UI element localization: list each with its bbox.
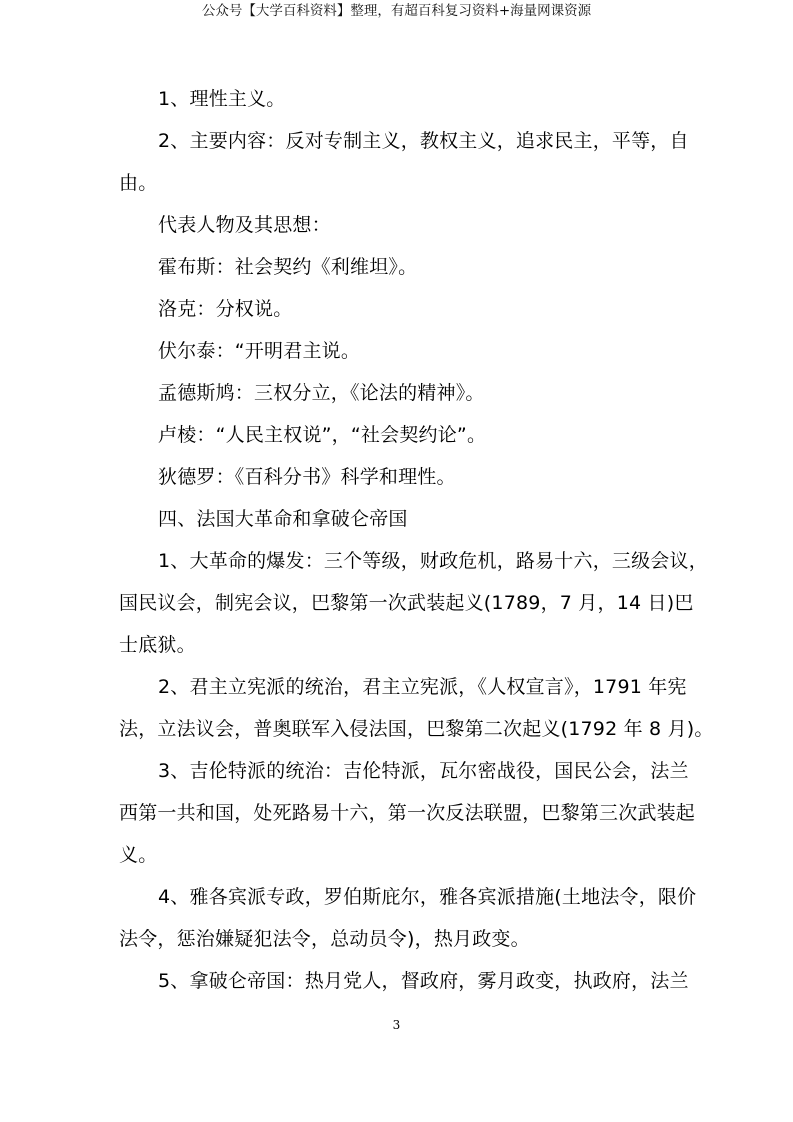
text-line: 4、雅各宾派专政，罗伯斯庇尔，雅各宾派措施(土地法令，限价 <box>158 886 697 908</box>
text-line: 代表人物及其思想： <box>158 214 331 236</box>
text-line: 卢棱：“人民主权说”，“社会契约论”。 <box>158 424 487 446</box>
text-line: 义。 <box>119 844 158 866</box>
text-line: 5、拿破仑帝国：热月党人，督政府，雾月政变，执政府，法兰 <box>158 970 689 992</box>
text-line: 由。 <box>119 172 158 194</box>
text-line: 狄德罗：《百科分书》科学和理性。 <box>158 466 456 488</box>
text-line: 3、吉伦特派的统治：吉伦特派，瓦尔密战役，国民公会，法兰 <box>158 760 689 782</box>
page-header: 公众号【大学百科资料】整理，有超百科复习资料+海量网课资源 <box>201 3 592 19</box>
text-line: 霍布斯：社会契约《利维坦》。 <box>158 256 418 278</box>
text-line: 法，立法议会，普奥联军入侵法国，巴黎第二次起义(1792 年 8 月)。 <box>119 718 714 740</box>
text-line: 2、君主立宪派的统治，君主立宪派，《人权宣言》，1791 年宪 <box>158 676 687 698</box>
text-line: 国民议会，制宪会议，巴黎第一次武装起义(1789，7 月，14 日)巴 <box>119 592 694 614</box>
page-number: 3 <box>392 1018 401 1032</box>
text-line: 法令，惩治嫌疑犯法令，总动员令)，热月政变。 <box>119 928 530 950</box>
text-line: 伏尔泰：“开明君主说。 <box>158 340 361 362</box>
text-line: 西第一共和国，处死路易十六，第一次反法联盟，巴黎第三次武装起 <box>119 802 696 824</box>
text-line: 士底狱。 <box>119 634 196 656</box>
text-line: 1、大革命的爆发：三个等级，财政危机，路易十六，三级会议， <box>158 550 708 572</box>
text-line: 孟德斯鸠：三权分立，《论法的精神》。 <box>158 382 485 404</box>
section-heading: 四、法国大革命和拿破仑帝国 <box>158 508 408 530</box>
text-line: 1、理性主义。 <box>158 88 286 110</box>
text-line: 2、主要内容：反对专制主义，教权主义，追求民主，平等，自 <box>158 130 689 152</box>
text-line: 洛克：分权说。 <box>158 298 293 320</box>
